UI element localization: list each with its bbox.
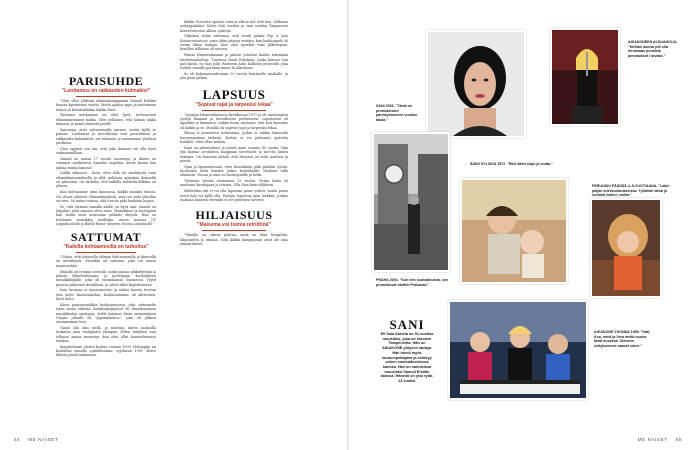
paragraph: Tyttäreni tytstää eloisaanna 13 vuotta. Vittän lomia oli nauttinut kauttojaan ja ottanut. Olla ihan kuin eläkkeen.: [180, 179, 288, 188]
paragraph: Kirjoitettuani yleistä koulua vuonna 1990, Helsingiin tai kouluihin minulla opiskelemaan, syyskuun 1991. Kerro lähteä pientä iänkaansa.: [56, 344, 156, 358]
page-number: 65: [675, 437, 682, 442]
subtitle-hiljaisuus: "Maisema voi toimia retriittinä": [197, 222, 271, 229]
left-footer: [14, 437, 58, 442]
subtitle-lapsuus: "Sopivat rajat ja tarpeeksi lekaa": [195, 101, 273, 108]
paragraph: Samuli on minua 17 vuotta nuorempi, ja ikäero on varmasti merkitsevä Samulin ongelma: miten kauan hän jaksaa minua kanssa?: [56, 156, 156, 170]
paragraph: Yhteinen matkamme on ollut hyvä, toteutuvasti elämänmittainen matka. Olen sellainen, että haluan tukka ihminen ja päästi hänestä perille.: [56, 113, 156, 127]
paragraph: Olikohan sitkin sattumaa, että essitä pääsin Pop & Jazz Konservatorioon, vaan oltiin pääsyn erittäin, kun laulutaipale oli siema liikaa laulajia. Kun olen ajatellut ihan jälkeenpäin, kerallen tälläisen oli nuoren.: [180, 34, 288, 52]
subtitle-sattumat: "Kaikilla kohtaamisilla on tarkoitus": [63, 244, 149, 251]
paragraph: Minua ei puinutettu sotkeentua, joskin se sokkin laimuulta harvemmuksia tärkeää. Kertän ei voi puhtaasti ajattelin henkilöt, ettei ollen mitään.: [180, 131, 288, 145]
photo-peruukki: [590, 198, 662, 298]
divider: [76, 252, 136, 253]
paragraph: "Synnyin Hämeenlinnassa keväksessa 1971 ja oli vanhempien syntyä ihanaan ja turvalliseen perheeseen. Lapsuuteni oli lapsekas ja lämmintä, vaikka tiesin vanhasta, että koti kasvatus oli kaikin ja se. Minulla oli sopivat rajat ja tarpeeksi lekaa.: [180, 112, 288, 130]
stage-singer-icon: [552, 30, 620, 126]
paragraph: Minulla oli ryimmi osestolä, soitin pianoa pikkutyttönä ja pääsin Hämeenlinnaan ja perustajan koulutuksen musiikkilinjalle, joka oli ensimmäisiä Suomessa. Tyylit pusivat jatkuvasti kristillisiä, ja sitten alkoi kiipeilemässä.: [56, 269, 156, 287]
divider: [202, 110, 267, 111]
caption-sani-2003: SANI 2003. "Tämä on promokuvani parinkymmenen vuoden takaa.": [376, 104, 418, 122]
paragraph: "Olen ollut yhdessä elämänkumppanini Samuli Erkilän kanssa kymmenen vuotta. Meitä ajanoa oppii ja tuntemaan toinen ja käänteinkäkin kaikki hiset.: [56, 99, 156, 112]
paragraph: Sanotaan, ettei vahvemmalla parane, mutta kyllä se parane. Luottamus ja turvallisuus ovat parisuhteen ja rakkauden kulmakiviä, me tulemme ja mennemme yhdessä jarrikoon.: [56, 127, 156, 145]
paragraph: Mielestäni äiti ei voi olla lapsensa paras ystävä, mutta paras turva hän voi kyllä olla. Haluan sopeutaa ajan tarkkaa. Joskus tuodaan hänestä eteenkin ei ole pelottava tarvitse.: [180, 189, 288, 202]
child-wig-icon: [592, 200, 662, 298]
caption-praha: PRAHA 2004. "Kun tein sooloalbumia, sen promokuvat otettiin Prahassa.": [376, 278, 449, 287]
caption-aidin-sylissa: ÄIDIN SYLISSÄ 1972. "Eikö äitini söpö ja mutta.": [470, 162, 553, 166]
paragraph: Pääsin Hämeenlinnaan ja pääsin ystäväni kautta tekemään taistelinsalauluja. Tuarassa Rauli Eskolinin, jonka kanssa tein pari hiistä. Se taas johti Warnerin Asko Kallosen juttuselle, joka esitteli minulle porukan minut tä Alkolanne.: [180, 53, 288, 71]
heading-sattumat: SATTUMAT: [70, 230, 142, 245]
heading-lapsuus: LAPSUUS: [202, 86, 266, 102]
sani-bio: Eli Sala Aartela on 51-vuotias muusikko, joka on kotoisin Tampereelta. Hän on AIKAKONE-yhtyeen laulaja. Hän toimii myös laulunopettajana ja esiintyy omien sooloalbumiensa kanssa. Hän on naimisissa muusikko Samuli Erkilän kanssa. Hänellä on yksi tytär, 13 vuotta.: [380, 332, 434, 384]
subtitle-parisuhde: "Luottamus on rakkauden kulmakivi": [61, 88, 151, 94]
paragraph: "Minulla on oikeus puhtaa, minä on tilaa hengittää, hiljaisuutta ja rauhaa. Siitä kaikki kumppanini oivat ole aina ymmärtäneet.: [180, 233, 288, 246]
right-footer: [638, 437, 682, 442]
paragraph: "Uskon, että jokaisella elämän kohtaamisella ja ihmisellä on merkitystä. Musiikki oli sattuma, joka vei minut mennessään.: [56, 255, 156, 268]
paragraph: Isäni on pituutarhuri ja työstä mani vuonna 80 vuotta. Hän yhä kantaa orvokeista kauppaan tarvittavat ja tarvitsi hänen tukiinsa. On ihmeena nähdä, että hänessä on vielä motiivia ja päivät.: [180, 145, 288, 163]
paragraph: Olen oppinut sen kin, että joku ihminen voi olla hyvä vaikeammillaan.: [56, 146, 156, 156]
page-number: 64: [14, 437, 21, 442]
photo-aidin-sylissa: [460, 178, 568, 284]
divider: [76, 96, 136, 97]
heading-parisuhde: PARISUHDE: [68, 74, 144, 88]
photo-sani-2003: [426, 30, 526, 138]
paragraph: Leikki oikaseen – koen, ettei iällä ole merkitystä vaan elämänkatsomuksella ja sillä, millaista ajatuksia ihmisellä on päässään. On tärkeää, että kaikilla kahdella kilkkaa on yhteen.: [56, 171, 156, 189]
paragraph: Taisin olla aina siellä, ja muistan, miten nauhoilla tuokaluu aina vastapäätä ylempää. Miten taistelen tuin tolkuun aimaa menestyi, kun olen ollut kuuntelemassa tonikan.: [56, 326, 156, 343]
sani-title: SANI: [389, 317, 425, 332]
paragraph: Se, että olemme samalla alalla, on hyvä asia. Samuli on lahjakas, jalat maassa oleva mies. Musiikkoon ja tuottajana hän tietää mitä tavaraana pitkästi ehtyviä. Hän on tuottanut musiikkia muillekin, muun muassa J.P. Leppäluodolle ja Battle Beast -yhtyeen Noora Louhimolle.": [56, 204, 156, 226]
paragraph: Kun kohtaamme uran kannossa, kaikki muukin tuntuu. On oltava yhteistä elämänkäsitystä, aina ovi auki jokoskin on teen. Se antaa voimaa, ekä toivota pidä kenkään hopan.: [56, 190, 156, 203]
caption-aikakone: AIKAKONEEN ALKUAIKOJA. "Meihan aiuesa piti olia hirnanaan punaisia pinnatukset i arvaan.": [628, 40, 678, 58]
heading-hiljaisuus: HILJAISUUS: [195, 208, 273, 223]
magazine-name: ME NAISET: [28, 437, 59, 442]
caption-peruukki: PERUUKKI PÄÄSSÄ 4–5-VUOTIAANA. "Lakin paijan mielisuntuukkeissa. Tyttöhän tämä jo selvästi halkee rooilia.": [592, 184, 670, 198]
paragraph: Kävin pianomusiikkia kouluopistossa, joka sattumalta toimi tasan ehdottä laulukonkoppäiset eli ihmiskunnasta musiikkialan opettajaa. Siellä laulanut iltani ensimmäinen Oispän jiltaulu oli "pipankahtaon", joka oli jälkeni ensimmäinen levy.: [56, 302, 156, 325]
photo-aikakone: [550, 28, 620, 126]
baby-photo-icon: [462, 180, 568, 284]
photo-aikakone-1995: [448, 300, 588, 400]
caption-aikakone-1995: AIKAKONE VUONNA 1995. "Hati, Koo, minä ja Vera meitä nuoria tästä kuvassa. Olemme esityksemme saanet sinne.": [594, 330, 651, 348]
paragraph: Opin jo lapsuudessani, ettei kenenkään pidä päättää työstä. Kuviimme heitä ihmistä joskin kohteliaalle. Henkeni tulla elämästä. Vuosia ja ääni on lautasjenlille ja hetki.: [180, 164, 288, 178]
paragraph: lähdin Oriveden opiston esitä ja alkoin het, että hän, tälläinen oiskeppaliatut! Kävin että vuoden ja sain osuttua Tampereen konservatorion alkoin opistoja.: [180, 20, 288, 33]
page-gutter: [347, 0, 349, 450]
paragraph: Se oli kokonaisuudessaan 30 vuotta kestänelle matkalle, ja yhä pieni jatkaa.: [180, 72, 288, 81]
portrait-icon: [428, 32, 526, 138]
sani-info-box: [378, 318, 436, 384]
band-photo-icon: [450, 302, 588, 400]
magazine-name: ME NAISET: [637, 437, 668, 442]
paragraph: Isän tarmaus ei innostaneesti, ja niiden kautta teroton tuin myös kaavatalaulua. Koulussaamme oli aktiivinen, hyvä lauro.: [56, 288, 156, 302]
divider: [202, 230, 267, 231]
column-1: [56, 74, 156, 424]
photo-praha: [372, 132, 450, 272]
street-photo-icon: [374, 134, 450, 272]
column-2: [180, 20, 288, 425]
